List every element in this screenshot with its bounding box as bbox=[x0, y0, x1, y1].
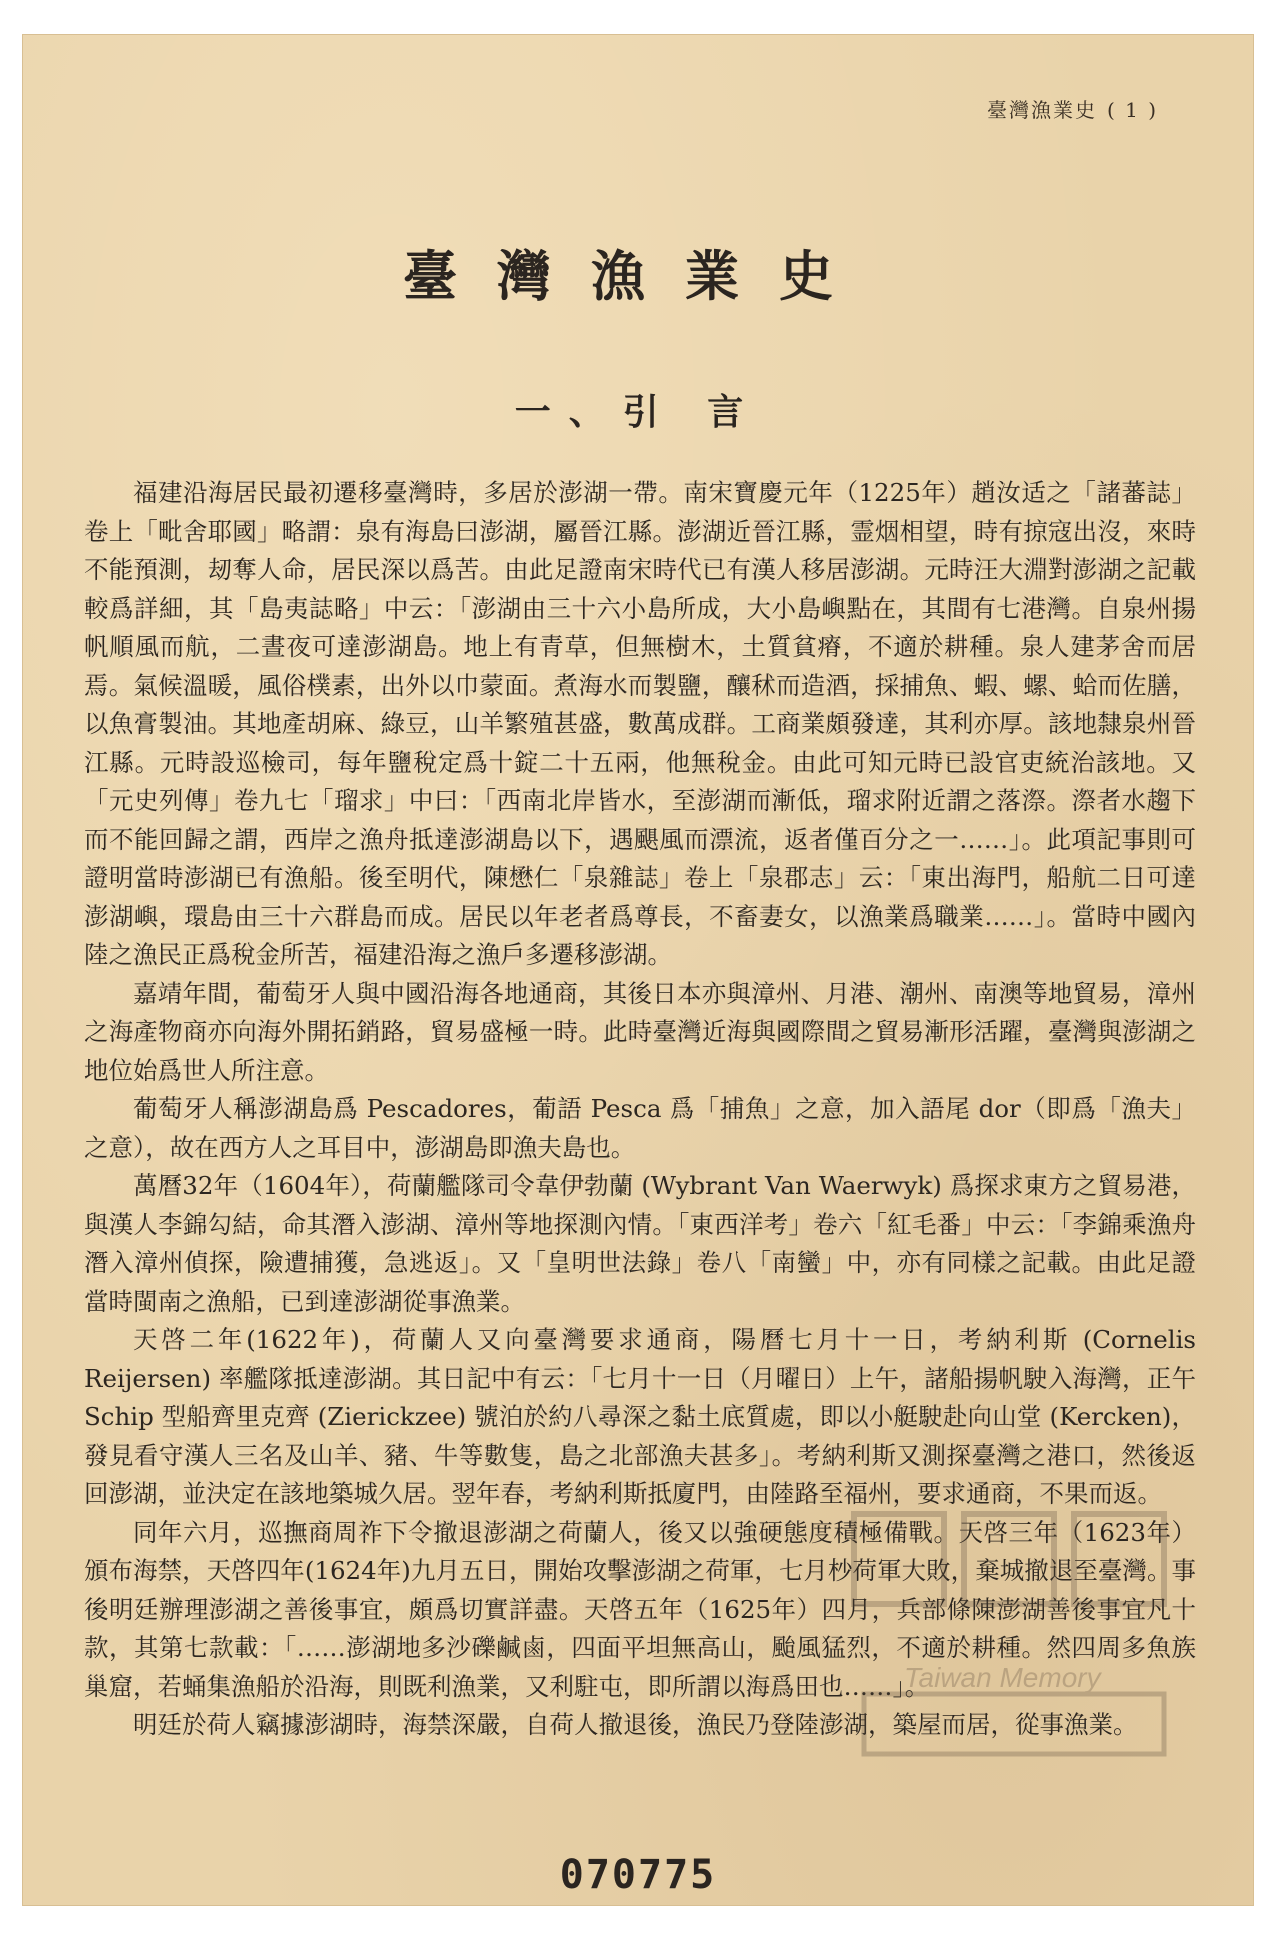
paragraph: 天啓二年(1622年)，荷蘭人又向臺灣要求通商，陽曆七月十一日，考納利斯 (Cornelis Reijersen) 率艦隊抵達澎湖。其日記中有云：「七月十一日（月曜日）上午，諸船揚帆駛入海灣，正午 Schip 型船齊里克齊 (Zierickzee) 號泊於約八尋深之黏土底質處，即以小艇駛赴向山堂 (Kercken)，發見看守漢人三名及山羊、豬、牛等數隻，島之北部漁夫甚多」。考納利斯又測探臺灣之港口，然後返回澎湖，並決定在該地築城久居。翌年春，考納利斯抵廈門，由陸路至福州，要求通商，不果而返。 bbox=[84, 1325, 1196, 1508]
paragraph: 明廷於荷人竊據澎湖時，海禁深嚴，自荷人撤退後，漁民乃登陸澎湖，築屋而居，從事漁業。 bbox=[133, 1710, 1138, 1739]
page-number: ( 1 ) bbox=[1106, 98, 1158, 122]
library-watermark bbox=[844, 1494, 1184, 1774]
paragraph: 福建沿海居民最初遷移臺灣時，多居於澎湖一帶。南宋寶慶元年（1225年）趙汝适之「諸蕃誌」卷上「毗舍耶國」略謂：泉有海島曰澎湖，屬晉江縣。澎湖近晉江縣，霊烟相望，時有掠寇出沒，來時不能預測，刼奪人命，居民深以爲苦。由此足證南宋時代已有漢人移居澎湖。元時汪大淵對澎湖之記載較爲詳細，其「島夷誌略」中云：「澎湖由三十六小島所成，大小島嶼點在，其間有七港灣。自泉州揚帆順風而航，二晝夜可達澎湖島。地上有青草，但無樹木，土質貧瘠，不適於耕種。泉人建茅舍而居焉。氣候溫暖，風俗樸素，出外以巾蒙面。煮海水而製鹽，釀秫而造酒，採捕魚、蝦、螺、蛤而佐膳，以魚膏製油。其地產胡麻、綠豆，山羊繁殖甚盛，數萬成群。工商業頗發達，其利亦厚。該地隸泉州晉江縣。元時設巡檢司，每年鹽稅定爲十錠二十五兩，他無稅金。由此可知元時已設官吏統治該地。又「元史列傳」卷九七「瑠求」中曰：「西南北岸皆水，至澎湖而漸低，瑠求附近謂之落漈。漈者水趨下而不能回歸之謂，西岸之漁舟抵達澎湖島以下，遇颶風而漂流，返者僅百分之一……」。此項記事則可證明當時澎湖已有漁船。後至明代，陳懋仁「泉雜誌」卷上「泉郡志」云：「東出海門，船航二日可達澎湖嶼，環島由三十六群島而成。居民以年老者爲尊長，不畜妻女，以漁業爲職業……」。當時中國內陸之漁民正爲稅金所苦，福建沿海之漁戶多遷移澎湖。 bbox=[84, 478, 1196, 969]
serial-number: 070775 bbox=[559, 1852, 717, 1898]
section-heading: 一、引 言 bbox=[514, 391, 762, 433]
document-page bbox=[22, 34, 1254, 1906]
watermark-logo-icon bbox=[844, 1494, 1184, 1774]
watermark-text: Taiwan Memory bbox=[904, 1662, 1101, 1693]
paragraph: 同年六月，巡撫商周祚下令撤退澎湖之荷蘭人，後又以強硬態度積極備戰。天啓三年（1623年）頒布海禁，天啓四年(1624年)九月五日，開始攻擊澎湖之荷軍，七月杪荷軍大敗，棄城撤退至臺灣。事後明廷辦理澎湖之善後事宜，頗爲切實詳盡。天啓五年（1625年）四月，兵部條陳澎湖善後事宜凡十款，其第七款載：「……澎湖地多沙礫鹹鹵，四面平坦無高山，颱風猛烈，不適於耕種。然四周多魚族巢窟，若蛹集漁船於沿海，則既利漁業，又利駐屯，即所謂以海爲田也……」。 bbox=[84, 1517, 1196, 1701]
paragraph: 萬曆32年（1604年），荷蘭艦隊司令韋伊勃蘭 (Wybrant Van Waerwyk) 爲探求東方之貿易港，與漢人李錦勾結，命其潛入澎湖、漳州等地探測內情。「東西洋考」卷六「紅毛番」中云：「李錦乘漁舟潛入漳州偵探，險遭捕獲，急逃返」。又「皇明世法錄」卷八「南蠻」中，亦有同樣之記載。由此足證當時閩南之漁船，已到達澎湖從事漁業。 bbox=[84, 1171, 1196, 1316]
paragraph: 葡萄牙人稱澎湖島爲 Pescadores，葡語 Pesca 爲「捕魚」之意，加入語尾 dor（即爲「漁夫」之意），故在西方人之耳目中，澎湖島即漁夫島也。 bbox=[84, 1094, 1196, 1162]
paragraph: 嘉靖年間，葡萄牙人與中國沿海各地通商，其後日本亦與漳州、月港、潮州、南澳等地貿易，漳州之海產物商亦向海外開拓銷路，貿易盛極一時。此時臺灣近海與國際間之貿易漸形活躍，臺灣與澎湖之地位始爲世人所注意。 bbox=[84, 978, 1196, 1085]
running-header bbox=[977, 94, 1158, 123]
document-title: 臺灣漁業史 bbox=[403, 244, 873, 308]
running-title: 臺灣漁業史 bbox=[986, 98, 1097, 122]
